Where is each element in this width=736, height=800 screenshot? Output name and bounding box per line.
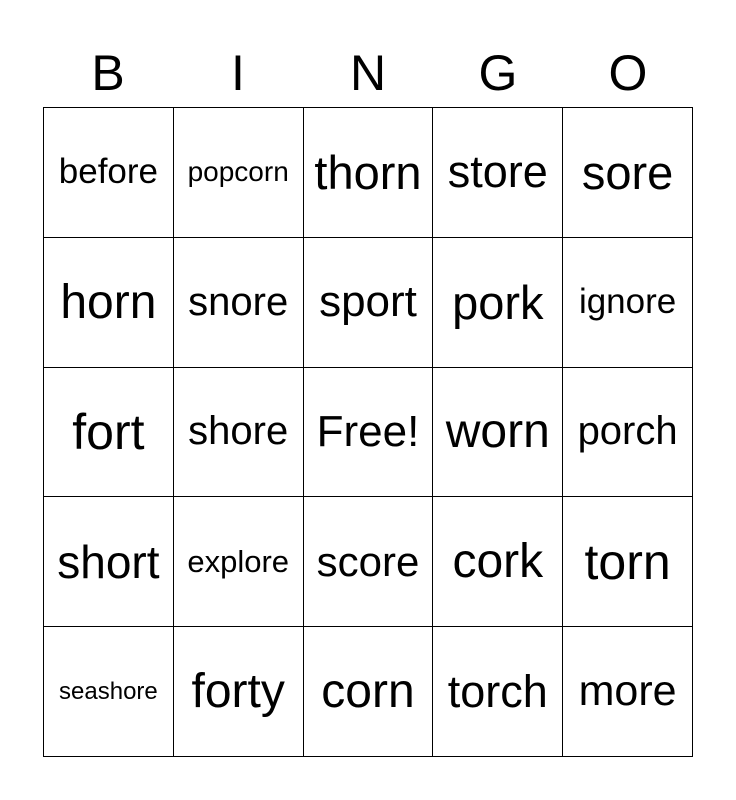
bingo-cell[interactable]: store bbox=[433, 108, 563, 238]
bingo-cell[interactable]: ignore bbox=[563, 238, 693, 368]
bingo-cell[interactable]: cork bbox=[433, 497, 563, 627]
header-letter-o: O bbox=[608, 45, 648, 101]
bingo-cell[interactable]: forty bbox=[174, 627, 304, 757]
header-letter-g: G bbox=[478, 45, 518, 101]
bingo-card-grid bbox=[43, 107, 693, 757]
bingo-header bbox=[43, 40, 693, 106]
bingo-cell[interactable]: torch bbox=[433, 627, 563, 757]
bingo-cell[interactable]: before bbox=[44, 108, 174, 238]
header-letter-b: B bbox=[91, 45, 125, 101]
bingo-cell[interactable]: thorn bbox=[304, 108, 434, 238]
bingo-cell[interactable]: porch bbox=[563, 368, 693, 498]
bingo-cell[interactable]: sport bbox=[304, 238, 434, 368]
bingo-cell[interactable]: worn bbox=[433, 368, 563, 498]
bingo-cell[interactable]: popcorn bbox=[174, 108, 304, 238]
bingo-cell[interactable]: seashore bbox=[44, 627, 174, 757]
bingo-cell[interactable]: short bbox=[44, 497, 174, 627]
bingo-cell[interactable]: shore bbox=[174, 368, 304, 498]
bingo-cell[interactable]: horn bbox=[44, 238, 174, 368]
bingo-cell[interactable]: more bbox=[563, 627, 693, 757]
bingo-cell[interactable]: corn bbox=[304, 627, 434, 757]
bingo-cell[interactable]: score bbox=[304, 497, 434, 627]
bingo-cell[interactable]: pork bbox=[433, 238, 563, 368]
bingo-cell[interactable]: fort bbox=[44, 368, 174, 498]
free-space-cell[interactable]: Free! bbox=[304, 368, 434, 498]
header-letter-n: N bbox=[349, 45, 387, 101]
header-letter-i: I bbox=[231, 45, 245, 101]
bingo-cell[interactable]: torn bbox=[563, 497, 693, 627]
bingo-cell[interactable]: sore bbox=[563, 108, 693, 238]
bingo-cell[interactable]: snore bbox=[174, 238, 304, 368]
bingo-cell[interactable]: explore bbox=[174, 497, 304, 627]
